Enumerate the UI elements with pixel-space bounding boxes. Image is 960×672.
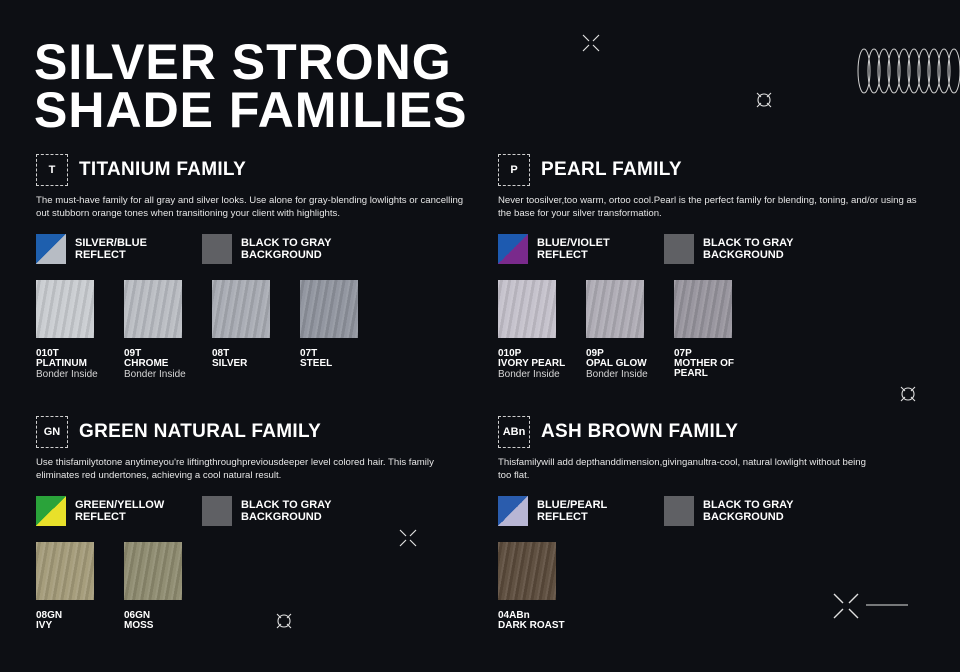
shade-item: [300, 280, 388, 380]
shade-item: [586, 280, 674, 380]
reflect-swatch: [36, 496, 202, 526]
shade-item: [498, 542, 586, 631]
shade-name: IVORY PEARL: [498, 358, 566, 369]
shade-row: [36, 542, 466, 631]
shade-subtitle: Bonder Inside: [498, 369, 560, 380]
page-title-line-2: SHADE FAMILIES: [34, 82, 468, 138]
shade-subtitle: Bonder Inside: [124, 369, 186, 380]
reflect-label: BLUE/PEARL REFLECT: [537, 499, 608, 523]
shade-name: PLATINUM: [36, 358, 87, 369]
shade-item: [212, 280, 300, 380]
shade-code: 07P: [674, 348, 692, 359]
shade-item: [674, 280, 762, 380]
family-header: [498, 415, 928, 449]
shade-sample: [124, 280, 182, 338]
shade-name: SILVER: [212, 358, 248, 369]
shade-code: 04ABn: [498, 610, 530, 621]
family-name: GREEN NATURAL FAMILY: [79, 421, 322, 442]
reflect-label: BLUE/VIOLET REFLECT: [537, 237, 610, 261]
reflect-label: SILVER/BLUE REFLECT: [75, 237, 147, 261]
reflect-swatch-box: [36, 234, 66, 264]
shade-code: 06GN: [124, 610, 151, 621]
star-circle-icon: [899, 385, 917, 403]
shade-name: OPAL GLOW: [586, 358, 647, 369]
sparkle-icon: [581, 33, 601, 53]
shade-row: [498, 542, 928, 631]
shade-row: [498, 280, 928, 380]
rings-pattern-icon: [856, 47, 960, 95]
family-code-badge: GN: [36, 416, 68, 448]
shade-item: [36, 280, 124, 380]
shade-name: MOTHER OF PEARL: [674, 358, 734, 379]
family-description: Thisfamilywill add depthanddimension,givinganultra-cool, natural lowlight without being too flat.: [498, 457, 866, 481]
shade-subtitle: Bonder Inside: [586, 369, 648, 380]
background-swatch-box: [202, 234, 232, 264]
family-description: Use thisfamilytotone anytimeyou're liftingthroughpreviousdeeper level colored hair. This family eliminates red undertones, achieving a cool natural result.: [36, 457, 434, 481]
background-swatch: [202, 234, 368, 264]
shade-sample: [300, 280, 358, 338]
star-circle-icon: [755, 91, 773, 109]
reflect-swatch: [498, 234, 664, 264]
shade-sample: [36, 542, 94, 600]
family-name: PEARL FAMILY: [541, 159, 682, 180]
shade-code: 010T: [36, 348, 59, 359]
reflect-label: GREEN/YELLOW REFLECT: [75, 499, 165, 523]
shade-code: 09T: [124, 348, 142, 359]
family-code-badge: T: [36, 154, 68, 186]
background-swatch-box: [202, 496, 232, 526]
shade-item: [124, 280, 212, 380]
shade-sample: [586, 280, 644, 338]
family-titanium: [36, 153, 466, 380]
shade-code: 09P: [586, 348, 604, 359]
swatch-row: [36, 234, 466, 264]
background-swatch: [664, 234, 830, 264]
reflect-swatch-box: [498, 496, 528, 526]
swatch-row: [36, 496, 466, 526]
shade-sample: [498, 542, 556, 600]
reflect-swatch-box: [498, 234, 528, 264]
shade-sample: [36, 280, 94, 338]
family-code-badge: P: [498, 154, 530, 186]
shade-code: 07T: [300, 348, 318, 359]
background-label: BLACK TO GRAY BACKGROUND: [241, 499, 332, 523]
page-title: [34, 34, 468, 138]
background-swatch: [202, 496, 368, 526]
family-name: ASH BROWN FAMILY: [541, 421, 739, 442]
background-label: BLACK TO GRAY BACKGROUND: [241, 237, 332, 261]
reflect-swatch: [36, 234, 202, 264]
family-pearl: [498, 153, 928, 380]
swatch-row: [498, 496, 928, 526]
family-header: [36, 153, 466, 187]
background-swatch: [664, 496, 830, 526]
shade-sample: [674, 280, 732, 338]
family-name: TITANIUM FAMILY: [79, 159, 247, 180]
shade-name: MOSS: [124, 620, 154, 631]
shade-item: [498, 280, 586, 380]
family-header: [36, 415, 466, 449]
shade-sample: [212, 280, 270, 338]
family-ash-brown: [498, 415, 928, 631]
shade-name: IVY: [36, 620, 53, 631]
family-green-natural: [36, 415, 466, 631]
shade-name: DARK ROAST: [498, 620, 565, 631]
family-header: [498, 153, 928, 187]
background-label: BLACK TO GRAY BACKGROUND: [703, 237, 794, 261]
reflect-swatch-box: [36, 496, 66, 526]
family-code-badge: ABn: [498, 416, 530, 448]
reflect-swatch: [498, 496, 664, 526]
shade-subtitle: Bonder Inside: [36, 369, 98, 380]
shade-code: 08T: [212, 348, 230, 359]
shade-row: [36, 280, 466, 380]
background-label: BLACK TO GRAY BACKGROUND: [703, 499, 794, 523]
shade-name: CHROME: [124, 358, 169, 369]
shade-item: [124, 542, 212, 631]
background-swatch-box: [664, 496, 694, 526]
family-description: The must-have family for all gray and silver looks. Use alone for gray-blending lowlights or cancelling out stubborn orange tones when transitioning your client with highlights.: [36, 195, 464, 219]
shade-code: 08GN: [36, 610, 63, 621]
background-swatch-box: [664, 234, 694, 264]
shade-item: [36, 542, 124, 631]
swatch-row: [498, 234, 928, 264]
shade-sample: [498, 280, 556, 338]
shade-sample: [124, 542, 182, 600]
page-title-line-1: SILVER STRONG: [34, 34, 452, 90]
shade-code: 010P: [498, 348, 522, 359]
shade-name: STEEL: [300, 358, 333, 369]
family-description: Never toosilver,too warm, ortoo cool.Pearl is the perfect family for blending, toning, and/or using as the base for your silver transformation.: [498, 195, 917, 219]
